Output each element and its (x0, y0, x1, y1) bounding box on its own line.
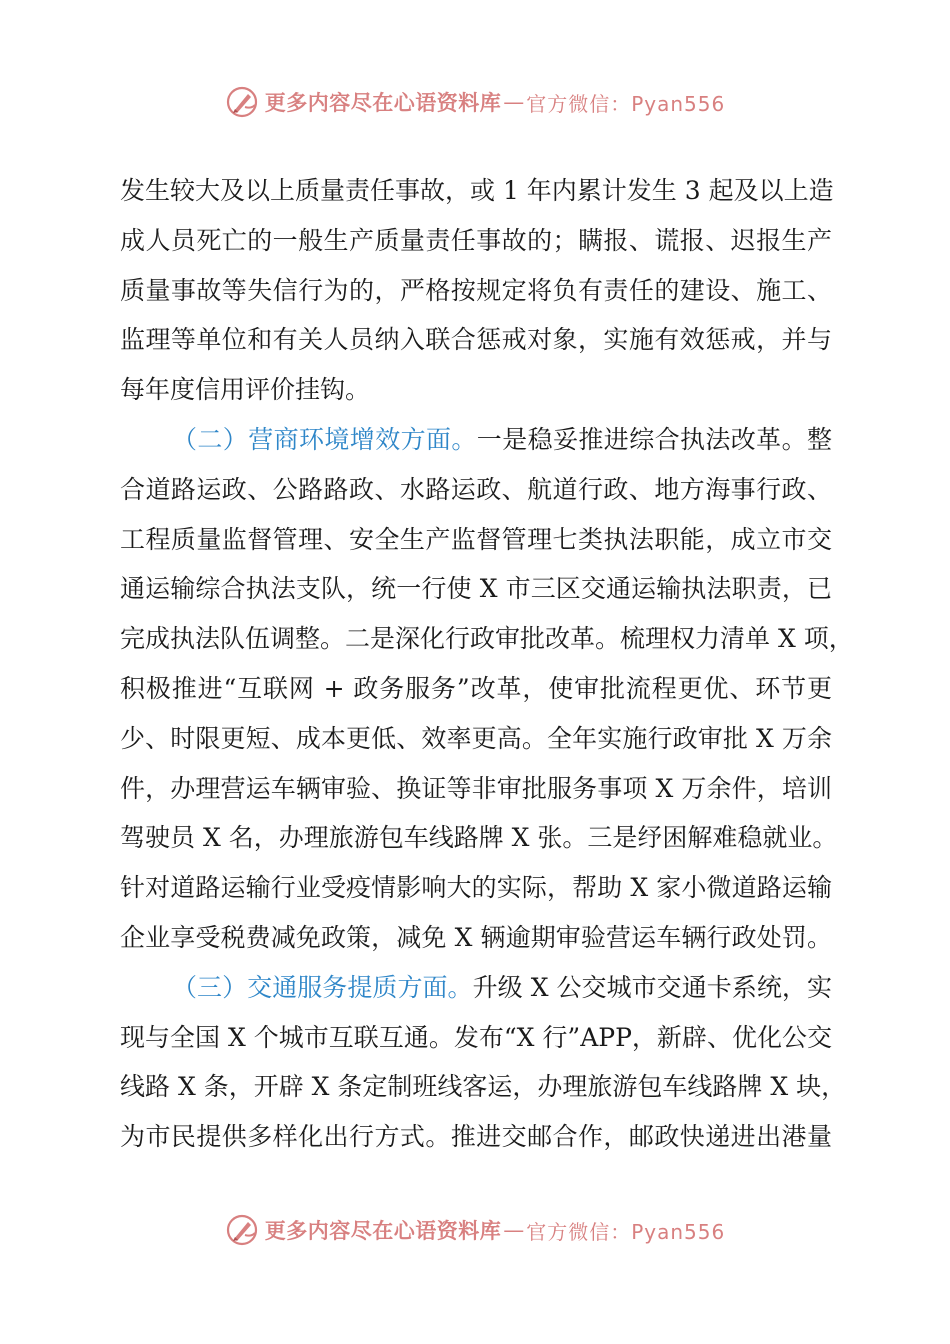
document-body (120, 166, 854, 1162)
watermark-separator: — (503, 90, 525, 114)
text-line (120, 863, 832, 913)
line-text: 合道路运政、公路路政、水路运政、航道行政、地方海事行政、 (120, 474, 832, 504)
line-text: 通运输综合执法支队，统一行使 X 市三区交通运输执法职责，已 (120, 574, 832, 604)
line-text: 现与全国 X 个城市互联互通。发布“X 行”APP，新辟、优化公交 (120, 1022, 832, 1052)
pen-logo-icon (225, 1213, 259, 1247)
text-line (120, 963, 832, 1013)
section-heading: （三）交通服务提质方面。 (172, 972, 473, 1002)
watermark-separator: — (503, 1218, 525, 1242)
text-line (120, 913, 832, 963)
line-text: 一是稳妥推进综合执法改革。整 (476, 424, 832, 454)
line-text: 监理等单位和有关人员纳入联合惩戒对象，实施有效惩戒，并与 (120, 325, 832, 355)
watermark-header (0, 82, 950, 122)
text-line (120, 166, 832, 216)
text-line (120, 714, 832, 764)
text-line (120, 564, 832, 614)
line-text: 件，办理营运车辆审验、换证等非审批服务事项 X 万余件，培训 (120, 773, 832, 803)
line-text: 少、时限更短、成本更低、效率更高。全年实施行政审批 X 万余 (120, 723, 832, 753)
watermark-footer (0, 1210, 950, 1250)
line-text: 为市民提供多样化出行方式。推进交邮合作，邮政快递进出港量 (120, 1122, 832, 1152)
line-text: 升级 X 公交城市交通卡系统，实 (472, 972, 832, 1002)
line-text: 针对道路运输行业受疫情影响大的实际，帮助 X 家小微道路运输 (120, 873, 832, 903)
text-line (120, 216, 832, 266)
text-line (120, 664, 832, 714)
text-line (120, 813, 838, 863)
watermark-sub-text: 官方微信：Pyan556 (526, 91, 726, 116)
text-line (120, 365, 832, 415)
line-text: 线路 X 条，开辟 X 条定制班线客运，办理旅游包车线路牌 X 块， (120, 1072, 847, 1102)
line-text: 每年度信用评价挂钩。 (120, 375, 371, 405)
text-line (120, 415, 832, 465)
line-text: 工程质量监督管理、安全生产监督管理七类执法职能，成立市交 (120, 524, 832, 554)
text-line (120, 1112, 832, 1162)
watermark-main-text: 更多内容尽在心语资料库 (264, 1218, 502, 1243)
text-line (120, 515, 832, 565)
line-text: 成人员死亡的一般生产质量责任事故的；瞒报、谎报、迟报生产 (120, 225, 832, 255)
text-line (120, 1013, 832, 1063)
section-heading: （二）营商环境增效方面。 (172, 424, 477, 454)
line-text: 完成执法队伍调整。二是深化行政审批改革。梳理权力清单 X 项， (120, 624, 854, 654)
watermark-main-text: 更多内容尽在心语资料库 (264, 90, 502, 115)
line-text: 企业享受税费减免政策，减免 X 辆逾期审验营运车辆行政处罚。 (120, 922, 832, 952)
text-line (120, 465, 832, 515)
text-line (120, 764, 832, 814)
watermark-sub-text: 官方微信：Pyan556 (526, 1219, 726, 1244)
pen-logo-icon (225, 85, 259, 119)
text-line (120, 614, 854, 664)
text-line (120, 266, 832, 316)
text-line (120, 315, 832, 365)
line-text: 积极推进“互联网 + 政务服务”改革，使审批流程更优、环节更 (120, 673, 832, 703)
line-text: 质量事故等失信行为的，严格按规定将负有责任的建设、施工、 (120, 275, 832, 305)
line-text: 驾驶员 X 名，办理旅游包车线路牌 X 张。三是纾困解难稳就业。 (120, 823, 838, 853)
line-text: 发生较大及以上质量责任事故，或 1 年内累计发生 3 起及以上造 (120, 176, 834, 205)
text-line (120, 1062, 847, 1112)
